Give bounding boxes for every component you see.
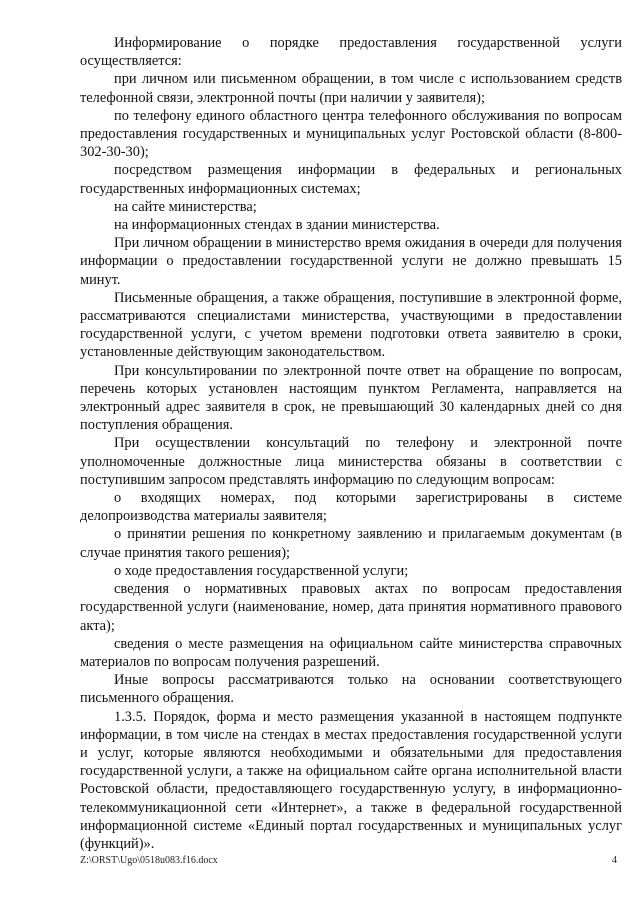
paragraph-info-stands: на информационных стендах в здании министерства. — [114, 217, 440, 234]
paragraph-intro: Информирование о порядке предоставления государственной услуги осуществляется: — [80, 35, 622, 70]
paragraph-other-questions: Иные вопросы рассматриваются только на основании соответствующего письменного обращения. — [80, 672, 622, 707]
paragraph-personal-written: при личном или письменном обращении, в том числе с использованием средств телефонной связи, электронной почты (при наличии у заявителя); — [80, 71, 622, 106]
paragraph-written-requests: Письменные обращения, а также обращения, поступившие в электронной форме, рассматриваются специалистами министерства, участвующими в предоставлении государственной услуги, с учетом времени подготовки ответа заявителю в сроки, установленные действующим законодательством. — [80, 289, 622, 361]
paragraph-decision: о принятии решения по конкретному заявлению и прилагаемым документам (в случае принятия такого решения); — [80, 526, 622, 561]
paragraph-phone-center: по телефону единого областного центра телефонного обслуживания по вопросам предоставления государственных и муниципальных услуг Ростовской области (8-800-302-30-30); — [80, 107, 622, 161]
footer-file-path: Z:\ORST\Ugo\0518u083.f16.docx — [80, 855, 218, 866]
paragraph-section-1-3-5: 1.3.5. Порядок, форма и место размещения указанной в настоящем подпункте информации, в том числе на стендах в местах предоставления государственной услуги и услуг, которые являются необходимыми и обязательными для предоставления государственной услуги, а также на официальном сайте органа исполнительной власти Ростовской области, предоставляющего государственную услугу, в информационно-телекоммуникационной сети «Интернет», а также в федеральной государственной информационной системе «Единый портал государственных и муниципальных услуг (функций)». — [80, 708, 622, 852]
paragraph-legal-acts: сведения о нормативных правовых актах по вопросам предоставления государственной услуги (наименование, номер, дата принятия нормативного правового акта); — [80, 581, 622, 634]
paragraph-phone-email-consult: При осуществлении консультаций по телефону и электронной почте уполномоченные должностные лица министерства обязаны в соответствии с поступившим запросом представлять информацию по следующим вопросам: — [80, 435, 622, 488]
paragraph-progress: о ходе предоставления государственной услуги; — [114, 562, 409, 579]
document-body — [80, 34, 622, 853]
paragraph-waiting-time: При личном обращении в министерство время ожидания в очереди для получения информации о предоставлении государственной услуги не должно превышать 15 минут. — [80, 235, 622, 288]
paragraph-reference-materials: сведения о месте размещения на официальном сайте министерства справочных материалов по вопросам получения разрешений. — [80, 635, 622, 670]
page-number: 4 — [612, 855, 617, 866]
paragraph-info-systems: посредством размещения информации в федеральных и региональных государственных информационных системах; — [80, 162, 622, 197]
paragraph-email-consult: При консультировании по электронной почте ответ на обращение по вопросам, перечень которых установлен настоящим пунктом Регламента, направляется на электронный адрес заявителя в срок, не превышающий 30 календарных дней со дня поступления обращения. — [80, 362, 622, 434]
paragraph-ministry-site: на сайте министерства; — [114, 198, 257, 215]
paragraph-incoming-numbers: о входящих номерах, под которыми зарегистрированы в системе делопроизводства материалы заявителя; — [80, 490, 622, 525]
